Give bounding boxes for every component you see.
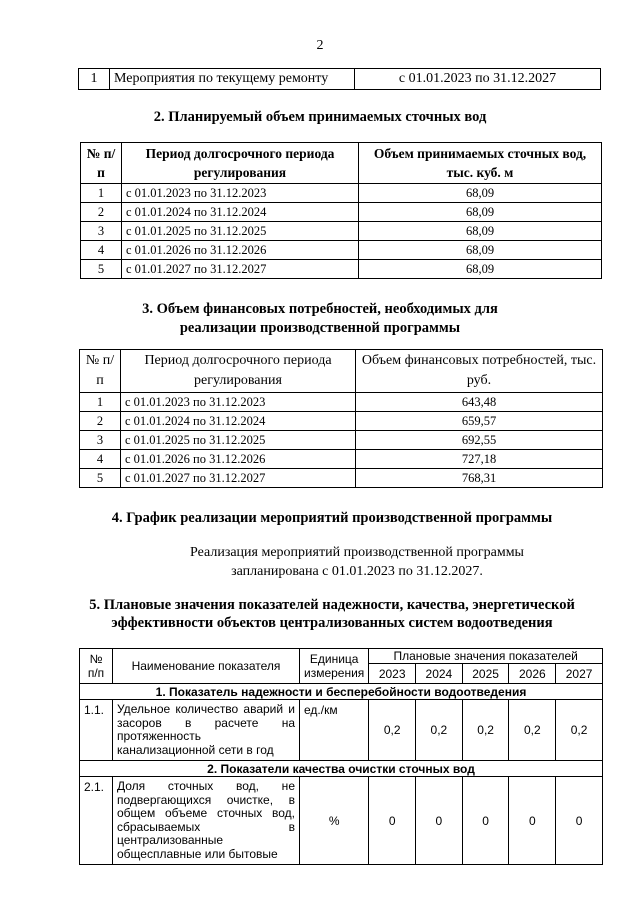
cell-period: с 01.01.2026 по 31.12.2026: [121, 450, 356, 469]
cell-value: 68,09: [359, 260, 602, 279]
table-row: [81, 203, 602, 222]
cell-period: с 01.01.2025 по 31.12.2025: [122, 222, 359, 241]
group2-label: 2. Показатели качества очистки сточных вод: [80, 761, 603, 777]
cell-num: 3: [81, 222, 122, 241]
section4-text-line1: Реализация мероприятий производственной программы: [190, 545, 524, 560]
row-name: Доля сточных вод, не подвергающихся очистке, в общем объеме сточных вод, сбрасываемых в централизованные общесплавные или бытовые: [113, 777, 300, 865]
activities-table: [78, 68, 601, 90]
cell-period: с 01.01.2023 по 31.12.2023: [121, 393, 356, 412]
header-name: Наименование показателя: [113, 649, 300, 684]
row-value: 0: [416, 777, 463, 865]
section-row: [80, 684, 603, 700]
table-header-row: [80, 649, 603, 664]
cell-num: 1: [80, 393, 121, 412]
section4-text: [0, 543, 640, 581]
cell-period: с 01.01.2025 по 31.12.2025: [121, 431, 356, 450]
row-num: 1.1.: [80, 700, 113, 761]
header-year: 2027: [556, 664, 603, 684]
row-value: 0: [509, 777, 556, 865]
section5-title-line2: эффективности объектов централизованных систем водоотведения: [111, 615, 553, 631]
cell-period: с 01.01.2024 по 31.12.2024: [122, 203, 359, 222]
header-num: № п/п: [80, 649, 113, 684]
cell-num: 5: [80, 469, 121, 488]
row-num: 1: [79, 69, 110, 90]
table-row: [79, 69, 601, 90]
cell-num: 4: [81, 241, 122, 260]
header-num: № п/п: [80, 350, 121, 393]
cell-value: 68,09: [359, 184, 602, 203]
header-year: 2026: [509, 664, 556, 684]
cell-value: 68,09: [359, 241, 602, 260]
cell-value: 643,48: [356, 393, 603, 412]
table-header-row: [81, 143, 602, 184]
header-value: Объем финансовых потребностей, тыс. руб.: [356, 350, 603, 393]
cell-period: с 01.01.2023 по 31.12.2023: [122, 184, 359, 203]
header-year: 2024: [416, 664, 463, 684]
row-period: с 01.01.2023 по 31.12.2027: [355, 69, 601, 90]
cell-num: 2: [80, 412, 121, 431]
header-year: 2025: [462, 664, 509, 684]
section3-title-line1: 3. Объем финансовых потребностей, необходимых для: [142, 301, 498, 317]
cell-value: 692,55: [356, 431, 603, 450]
row-unit: ед./км: [300, 700, 369, 761]
cell-period: с 01.01.2026 по 31.12.2026: [122, 241, 359, 260]
table-row: [81, 241, 602, 260]
cell-period: с 01.01.2024 по 31.12.2024: [121, 412, 356, 431]
table-row: [80, 469, 603, 488]
row-value: 0,2: [416, 700, 463, 761]
cell-value: 659,57: [356, 412, 603, 431]
header-value: Объем принимаемых сточных вод, тыс. куб. м: [359, 143, 602, 184]
section3-title-line2: реализации производственной программы: [179, 320, 461, 336]
cell-num: 5: [81, 260, 122, 279]
header-plan: Плановые значения показателей: [369, 649, 603, 664]
row-value: 0,2: [509, 700, 556, 761]
group1-label: 1. Показатель надежности и бесперебойности водоотведения: [80, 684, 603, 700]
table-row: [80, 393, 603, 412]
table-row: [80, 431, 603, 450]
table-row: [80, 700, 603, 761]
cell-num: 3: [80, 431, 121, 450]
table-row: [80, 412, 603, 431]
table-row: [81, 260, 602, 279]
cell-period: с 01.01.2027 по 31.12.2027: [122, 260, 359, 279]
row-value: 0,2: [556, 700, 603, 761]
row-value: 0: [462, 777, 509, 865]
section5-title-line1: 5. Плановые значения показателей надежности, качества, энергетической: [89, 597, 575, 613]
row-num: 2.1.: [80, 777, 113, 865]
financial-needs-table: [79, 349, 603, 488]
cell-num: 2: [81, 203, 122, 222]
row-value: 0,2: [369, 700, 416, 761]
section-row: [80, 761, 603, 777]
table-row: [81, 222, 602, 241]
header-period: Период долгосрочного периода регулирования: [122, 143, 359, 184]
header-year: 2023: [369, 664, 416, 684]
section4-text-line2: запланирована с 01.01.2023 по 31.12.2027.: [231, 564, 483, 579]
table-row: [81, 184, 602, 203]
header-period: Период долгосрочного периода регулирования: [121, 350, 356, 393]
section4-title: 4. График реализации мероприятий производственной программы: [111, 510, 553, 526]
row-value: 0: [369, 777, 416, 865]
page-number: 2: [316, 38, 324, 53]
cell-value: 768,31: [356, 469, 603, 488]
cell-value: 727,18: [356, 450, 603, 469]
table-row: [80, 777, 603, 865]
row-name: Удельное количество аварий и засоров в расчете на протяженность канализационной сети в год: [113, 700, 300, 761]
table-header-row: [80, 350, 603, 393]
wastewater-volume-table: [80, 142, 602, 279]
row-value: 0: [556, 777, 603, 865]
row-name: Мероприятия по текущему ремонту: [110, 69, 355, 90]
header-num: № п/п: [81, 143, 122, 184]
cell-period: с 01.01.2027 по 31.12.2027: [121, 469, 356, 488]
row-value: 0,2: [462, 700, 509, 761]
row-unit: %: [300, 777, 369, 865]
indicators-table: [79, 648, 603, 865]
cell-value: 68,09: [359, 222, 602, 241]
header-unit: Единица измерения: [300, 649, 369, 684]
table-row: [80, 450, 603, 469]
cell-num: 4: [80, 450, 121, 469]
cell-value: 68,09: [359, 203, 602, 222]
cell-num: 1: [81, 184, 122, 203]
section2-title: 2. Планируемый объем принимаемых сточных вод: [153, 109, 487, 125]
